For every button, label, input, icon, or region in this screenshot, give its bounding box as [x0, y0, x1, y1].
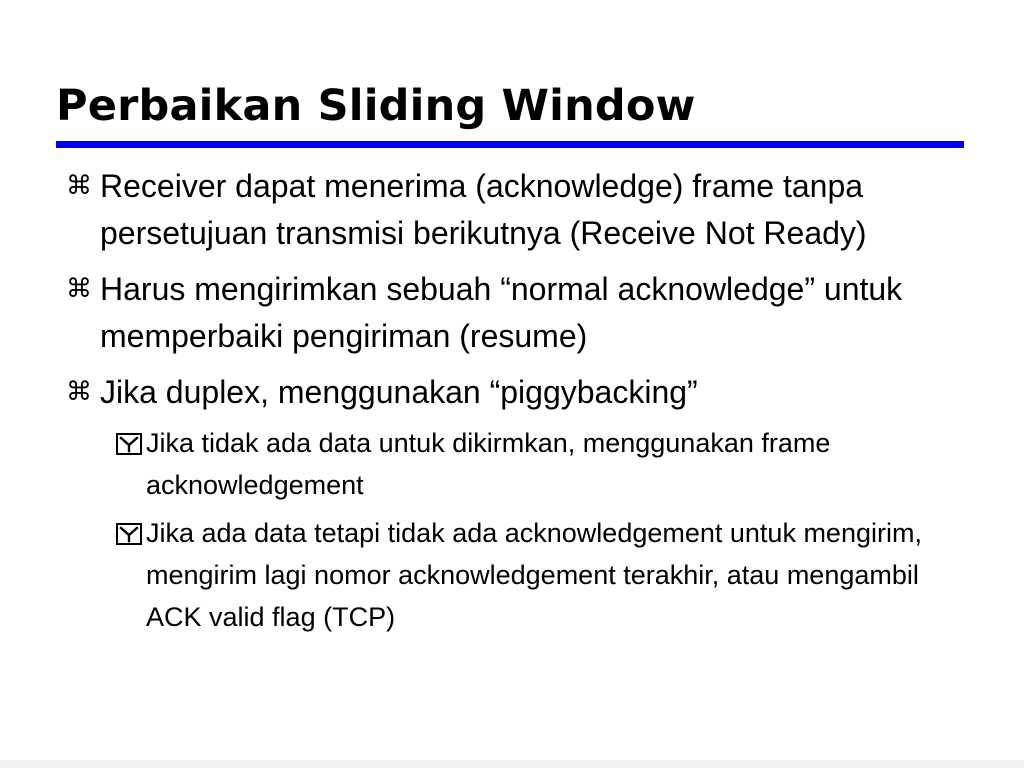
sub-bullet-text: Jika ada data tetapi tidak ada acknowledgement untuk mengirim, mengirim lagi nomor acknowledgement terakhir, atau mengambil ACK valid flag (TCP)	[146, 518, 922, 632]
bottom-band	[0, 760, 1024, 768]
sub-bullet-item	[66, 422, 954, 506]
command-key-icon: ⌘	[66, 171, 92, 201]
command-key-icon: ⌘	[66, 274, 92, 304]
sub-bullet-list	[66, 422, 966, 638]
checkbox-y-icon	[116, 433, 142, 455]
slide-title: Perbaikan Sliding Window	[56, 81, 696, 131]
command-key-icon: ⌘	[66, 377, 92, 407]
checkbox-y-icon	[116, 523, 142, 545]
sub-bullet-text: Jika tidak ada data untuk dikirmkan, menggunakan frame acknowledgement	[146, 428, 831, 500]
bullet-text: Harus mengirimkan sebuah “normal acknowledge” untuk memperbaiki pengiriman (resume)	[100, 271, 903, 354]
bullet-item	[66, 266, 960, 360]
bullet-text: Jika duplex, menggunakan “piggybacking”	[100, 374, 698, 410]
bullet-item	[66, 163, 960, 257]
bullet-text: Receiver dapat menerima (acknowledge) frame tanpa persetujuan transmisi berikutnya (Receive Not Ready)	[100, 168, 867, 251]
title-underline	[56, 141, 964, 148]
sub-bullet-item	[66, 512, 954, 638]
bullet-item	[66, 369, 960, 416]
bullet-list	[66, 163, 966, 644]
